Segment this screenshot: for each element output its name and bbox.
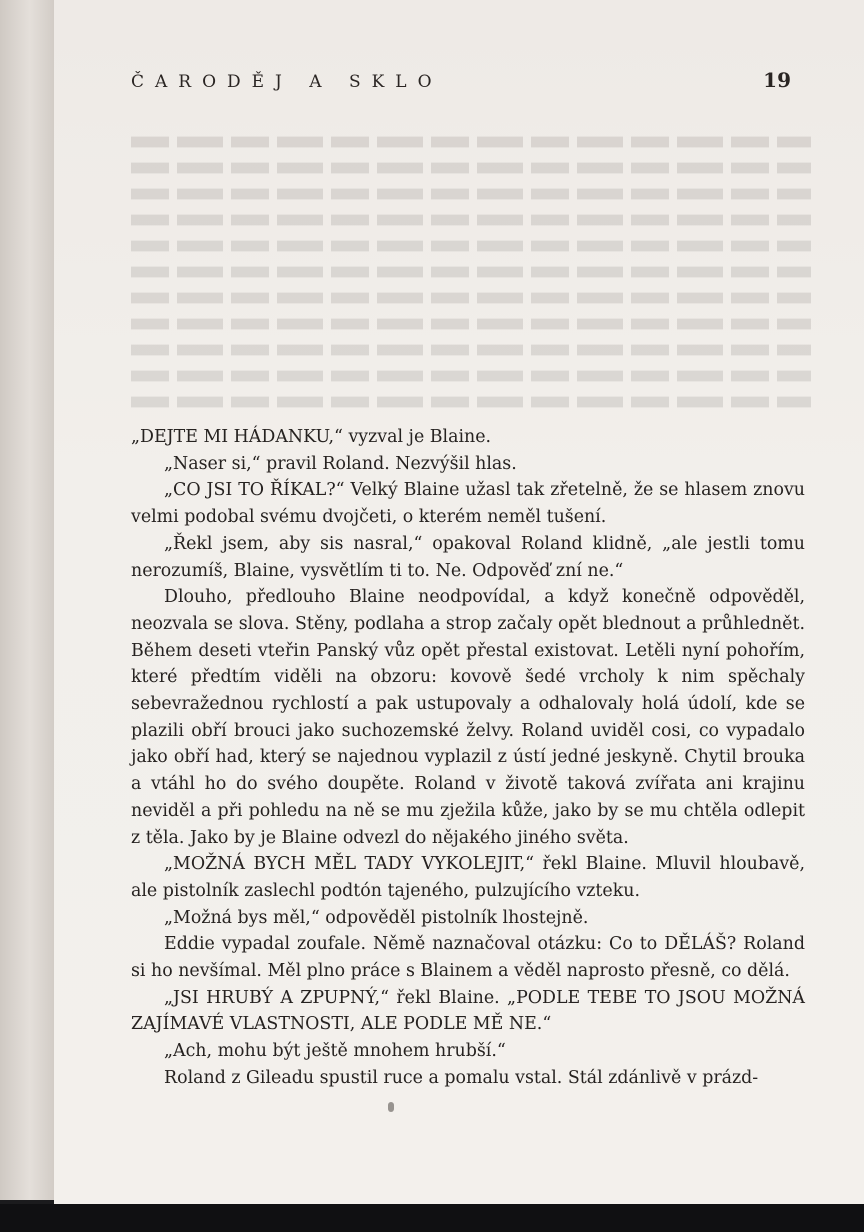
paragraph: „MOŽNÁ BYCH MĚL TADY VYKOLEJIT,“ řekl Blaine. Mluvil hloubavě, ale pistolník zaslechl podtón tajeného, pulzujícího vzteku. (131, 854, 805, 901)
running-title: ČARODĚJ A SKLO (131, 72, 443, 92)
ink-speck (388, 1102, 394, 1112)
paragraph: „DEJTE MI HÁDANKU,“ vyzval je Blaine. (131, 427, 492, 447)
paragraph: „CO JSI TO ŘÍKAL?“ Velký Blaine užasl tak zřetelně, že se hlasem znovu velmi podobal svému dvojčeti, o kterém neměl tušení. (131, 480, 805, 528)
paragraph: „Řekl jsem, aby sis nasral,“ opakoval Roland klidně, „ale jestli tomu nerozumíš, Blaine, vysvětlím ti to. Ne. Odpověď zní ne.“ (131, 533, 805, 581)
page-header (131, 68, 791, 96)
body-text (131, 424, 805, 1092)
paragraph: Eddie vypadal zoufale. Němě naznačoval otázku: Co to DĚLÁŠ? Roland si ho nevšímal. Měl plno práce s Blainem a věděl naprosto přesně, co dělá. (131, 934, 805, 982)
paragraph: Dlouho, předlouho Blaine neodpovídal, a když konečně odpověděl, neozvala se slova. Stěny, podlaha a strop začaly opět blednout a průhlednět. Během deseti vteřin Panský vůz opět přestal existovat. Letěli nyní pohořím, které předtím viděli na obzoru: kovově šedé vrcholy k nim spěchaly sebevražednou rychlostí a pak ustupovaly a odhalovaly holá údolí, kde se plazili obří brouci jako suchozemské želvy. Roland uviděl cosi, co vypadalo jako obří had, který se najednou vyplazil z ústí jedné jeskyně. Chytil brouka a vtáhl ho do svého doupěte. Roland v životě taková zvířata ani krajinu neviděl a při pohledu na ně se mu zježila kůže, jako by se mu chtěla odlepit z těla. Jako by je Blaine odvezl do nějakého jiného světa. (131, 587, 805, 848)
paragraph: Roland z Gileadu spustil ruce a pomalu vstal. Stál zdánlivě v prázd- (164, 1067, 759, 1088)
paragraph: „Naser si,“ pravil Roland. Nezvýšil hlas. (164, 453, 517, 474)
paragraph: „Možná bys měl,“ odpověděl pistolník lhostejně. (164, 907, 589, 928)
bleed-through-text (131, 130, 811, 420)
paragraph: „JSI HRUBÝ A ZPUPNÝ,“ řekl Blaine. „PODLE TEBE TO JSOU MOŽNÁ ZAJÍMAVÉ VLASTNOSTI, ALE PODLE MĚ NE.“ (131, 987, 805, 1035)
book-page-edge (0, 0, 54, 1200)
paragraph: „Ach, mohu být ještě mnohem hrubší.“ (164, 1041, 506, 1062)
page-number: 19 (763, 68, 791, 92)
bottom-shadow (0, 1204, 864, 1232)
